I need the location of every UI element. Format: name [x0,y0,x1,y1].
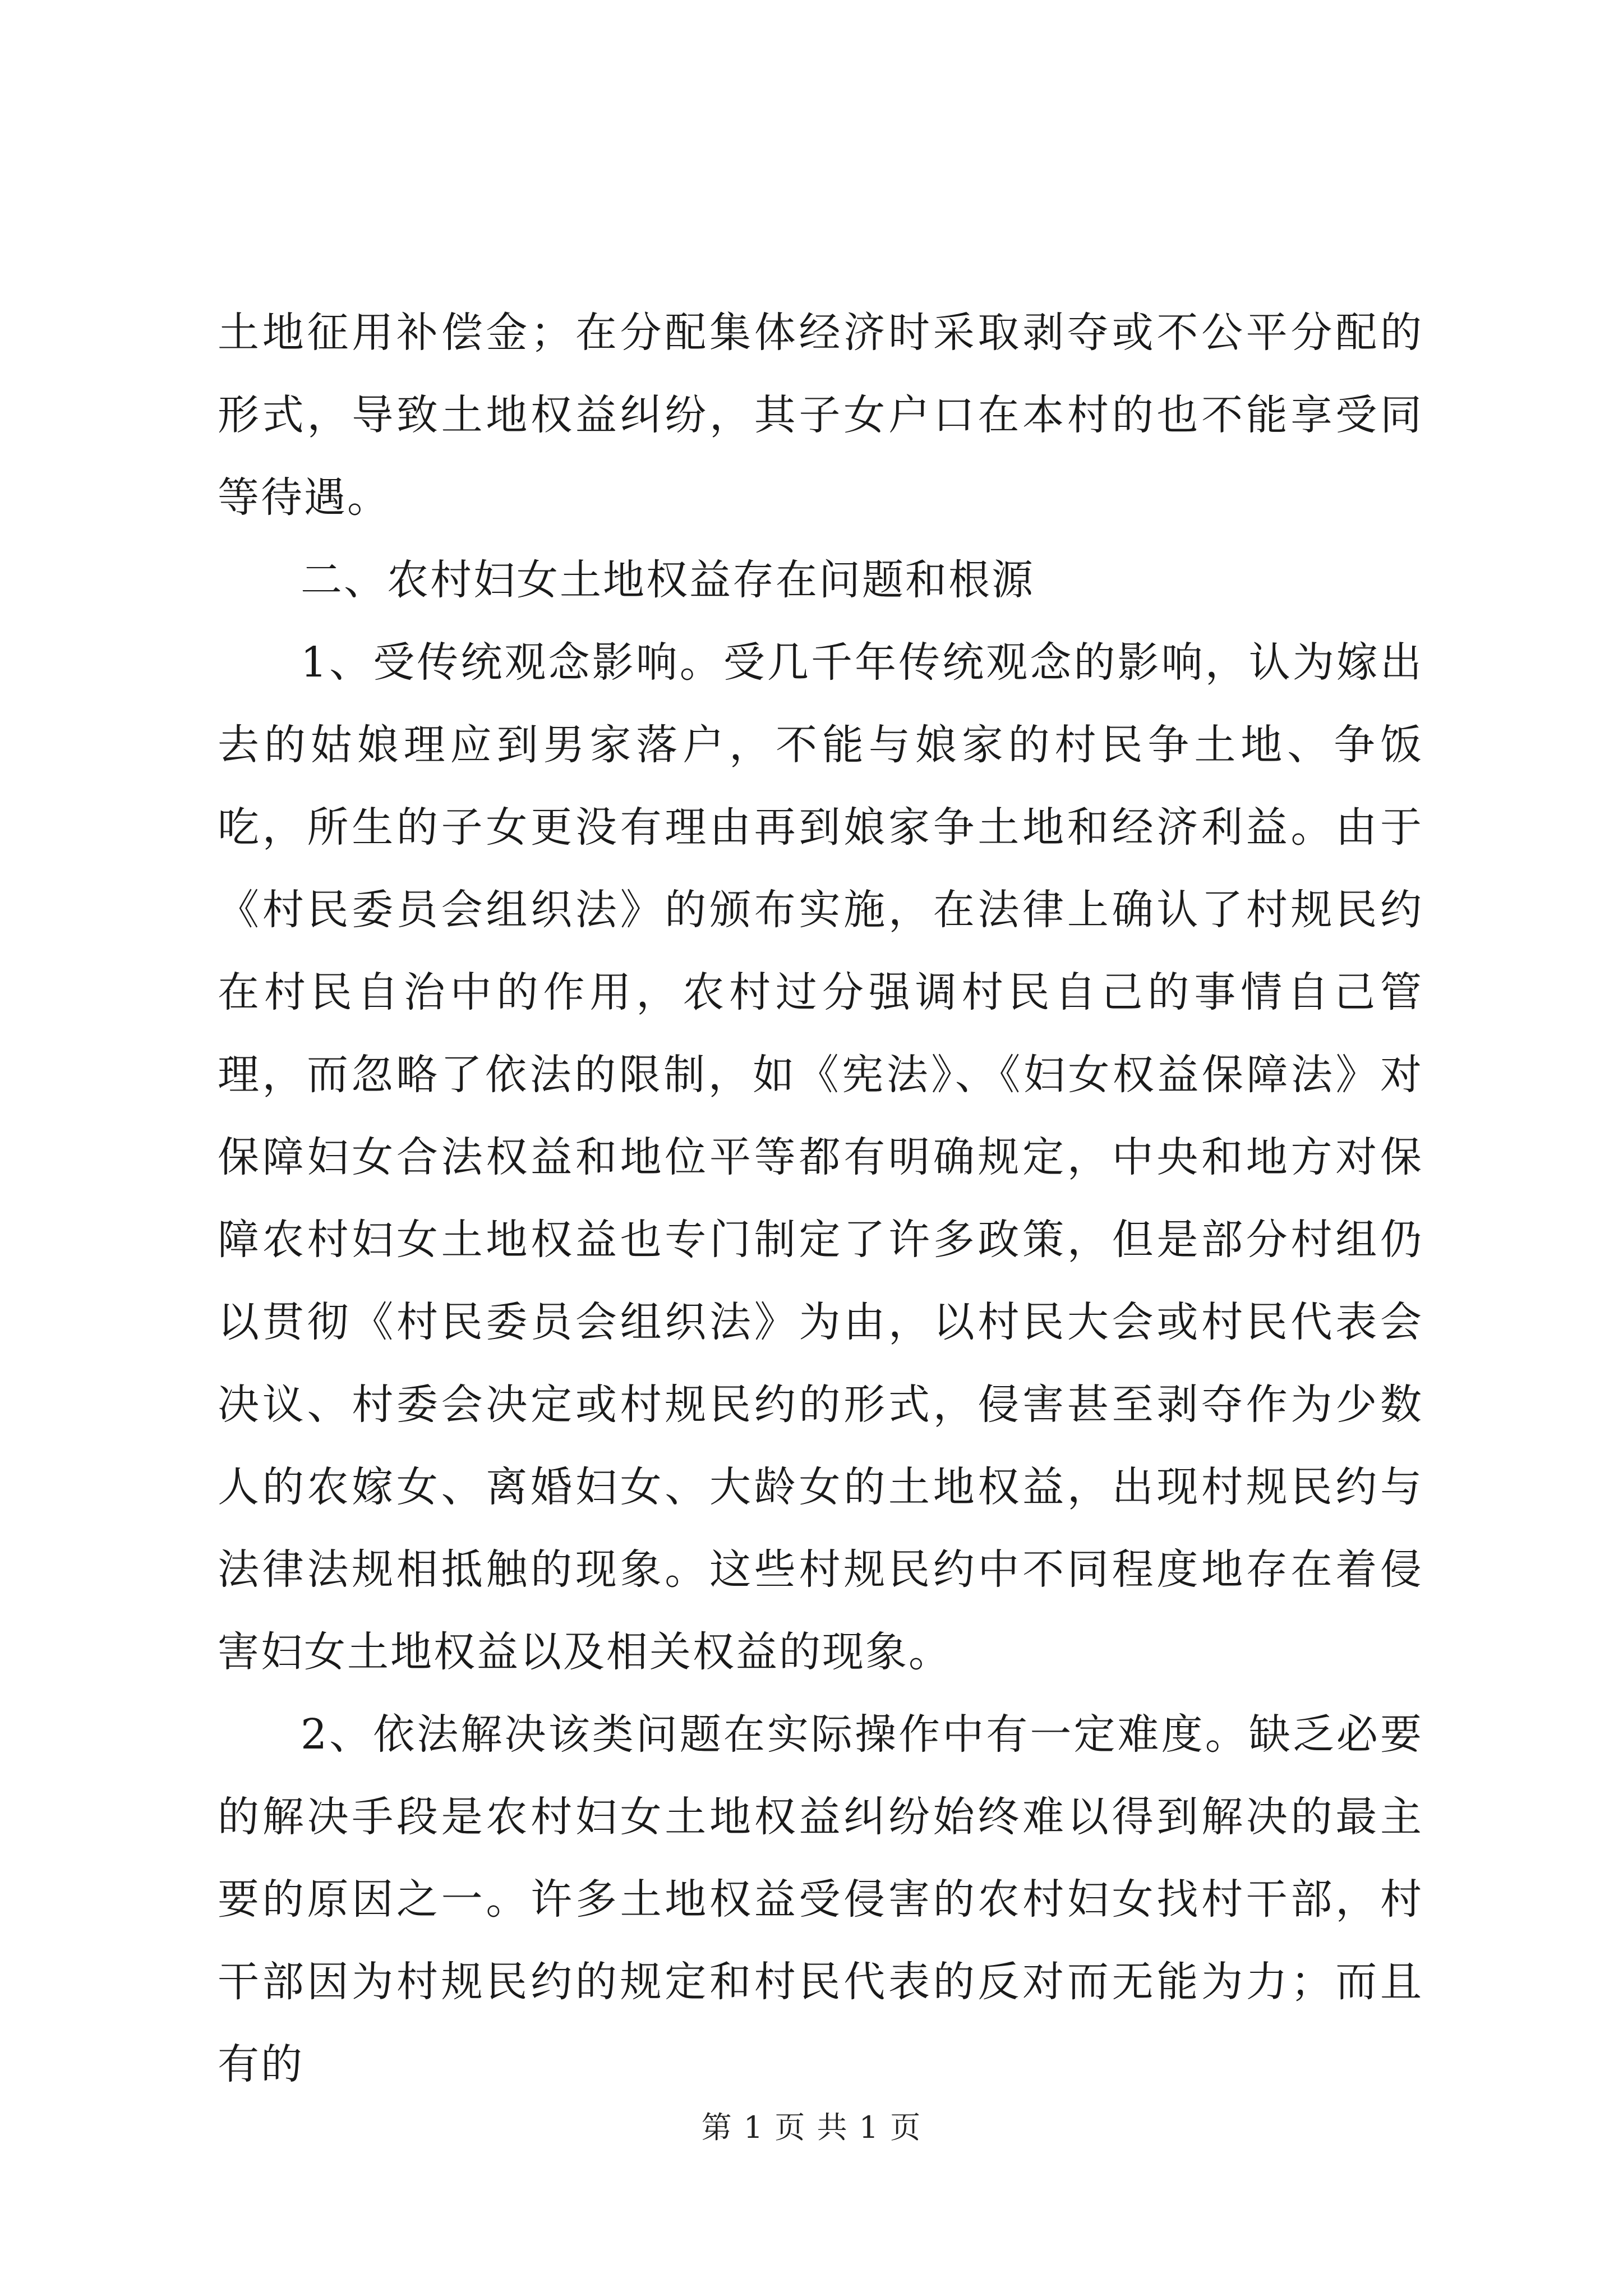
section-heading: 二、农村妇女土地权益存在问题和根源 [301,556,1035,604]
paragraph-traditional-concepts: 1、受传统观念影响。受几千年传统观念的影响，认为嫁出去的姑娘理应到男家落户，不能与娘家的村民争土地、争饭吃，所生的子女更没有理由再到娘家争土地和经济利益。由于《村民委员会组织法》的颁布实施，在法律上确认了村规民约在村民自治中的作用，农村过分强调村民自己的事情自己管理，而忽略了依法的限制，如《宪法》、《妇女权益保障法》对保障妇女合法权益和地位平等都有明确规定，中央和地方对保障农村妇女土地权益也专门制定了许多政策，但是部分村组仍以贯彻《村民委员会组织法》为由，以村民大会或村民代表会决议、村委会决定或村规民约的形式，侵害甚至剥夺作为少数人的农嫁女、离婚妇女、大龄女的土地权益，出现村规民约与法律法规相抵触的现象。这些村规民约中不同程度地存在着侵害妇女土地权益以及相关权益的现象。 [218,638,1423,1676]
paragraph-continuation: 土地征用补偿金；在分配集体经济时采取剥夺或不公平分配的形式，导致土地权益纠纷，其子女户口在本村的也不能享受同等待遇。 [218,309,1423,522]
page-number-footer: 第 1 页 共 1 页 [701,2110,922,2145]
document-body [218,292,1423,2106]
paragraph-legal-difficulty: 2、依法解决该类问题在实际操作中有一定难度。缺乏必要的解决手段是农村妇女土地权益纠纷始终难以得到解决的最主要的原因之一。许多土地权益受侵害的农村妇女找村干部，村干部因为村规民约的规定和村民代表的反对而无能为力；而且有的 [218,1710,1423,2088]
